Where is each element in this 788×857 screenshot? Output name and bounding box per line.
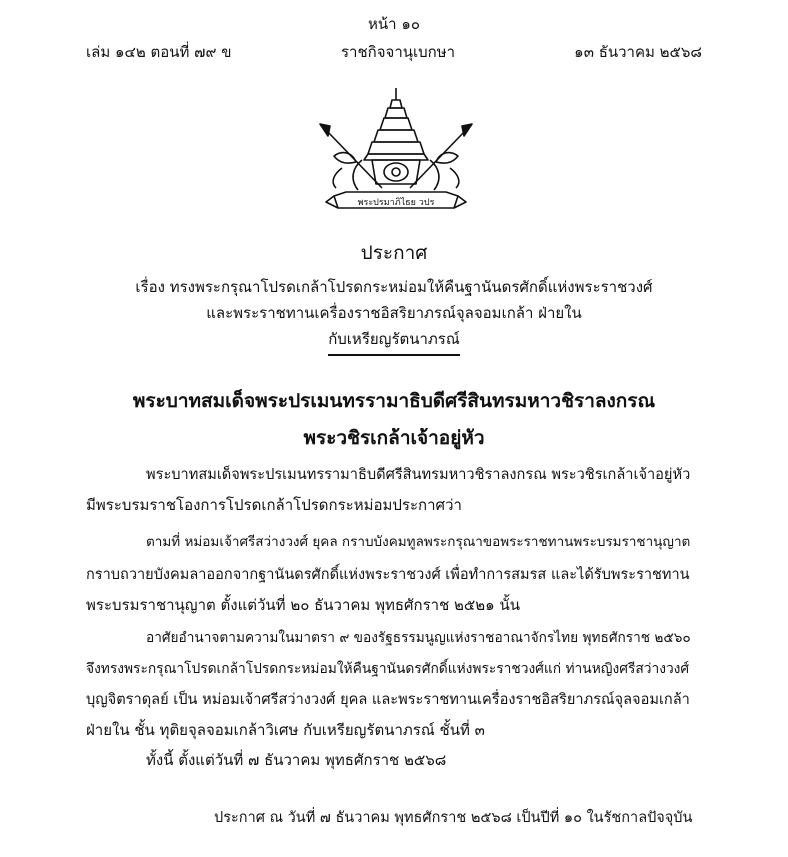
header-gazette-name: ราชกิจจานุเบกษา bbox=[341, 43, 456, 61]
paragraph-line: ทั้งนี้ ตั้งแต่วันที่ ๗ ธันวาคม พุทธศักราช ๒๕๖๘ bbox=[146, 751, 447, 769]
header-date: ๑๓ ธันวาคม ๒๕๖๘ bbox=[574, 43, 702, 61]
subject-line: กับเหรียญรัตนาภรณ์ bbox=[328, 330, 460, 348]
royal-emblem-icon bbox=[312, 84, 480, 224]
subject-line: เรื่อง ทรงพระกรุณาโปรดเกล้าโปรดกระหม่อมให้คืนฐานันดรศักดิ์แห่งพระราชวงศ์ bbox=[135, 278, 653, 296]
page-number: หน้า ๑๐ bbox=[367, 15, 420, 33]
paragraph-line: พระบาทสมเด็จพระปรเมนทรรามาธิบดีศรีสินทรมหาวชิราลงกรณ พระวชิรเกล้าเจ้าอยู่หัว bbox=[146, 466, 691, 483]
king-title-line: พระบาทสมเด็จพระปรเมนทรรามาธิบดีศรีสินทรมหาวชิราลงกรณ bbox=[132, 390, 656, 412]
paragraph-line: ตามที่ หม่อมเจ้าศรีสว่างวงศ์ ยุคล กราบบังคมทูลพระกรุณาขอพระราชทานพระบรมราชานุญาต bbox=[146, 534, 691, 550]
king-title-line: พระวชิรเกล้าเจ้าอยู่หัว bbox=[303, 427, 485, 449]
emblem-ribbon-text: พระปรมาภิไธย วปร bbox=[357, 198, 435, 208]
header-volume: เล่ม ๑๔๒ ตอนที่ ๗๙ ข bbox=[86, 43, 232, 61]
paragraph-line: ฝ่ายใน ชั้น ทุติยจุลจอมเกล้าวิเศษ กับเหรียญรัตนาภรณ์ ชั้นที่ ๓ bbox=[86, 721, 485, 739]
announcement-title: ประกาศ bbox=[360, 242, 428, 264]
paragraph-line: มีพระบรมราชโองการโปรดเกล้าโปรดกระหม่อมประกาศว่า bbox=[86, 496, 462, 514]
paragraph-line: จึงทรงพระกรุณาโปรดเกล้าโปรดกระหม่อมให้คืนฐานันดรศักดิ์แห่งพระราชวงศ์แก่ ท่านหญิงศรีสว่างวงศ์ bbox=[86, 661, 690, 677]
subject-line: และพระราชทานเครื่องราชอิสริยาภรณ์จุลจอมเกล้า ฝ่ายใน bbox=[206, 304, 582, 322]
closing-line: ประกาศ ณ วันที่ ๗ ธันวาคม พุทธศักราช ๒๕๖๘ เป็นปีที่ ๑๐ ในรัชกาลปัจจุบัน bbox=[214, 810, 693, 826]
paragraph-line: กราบถวายบังคมลาออกจากฐานันดรศักดิ์แห่งพระราชวงศ์ เพื่อทำการสมรส และได้รับพระราชทาน bbox=[86, 566, 690, 583]
paragraph-line: พระบรมราชานุญาต ตั้งแต่วันที่ ๒๐ ธันวาคม พุทธศักราช ๒๕๒๑ นั้น bbox=[86, 596, 520, 614]
divider bbox=[328, 354, 460, 356]
paragraph-line: อาศัยอำนาจตามความในมาตรา ๙ ของรัฐธรรมนูญแห่งราชอาณาจักรไทย พุทธศักราช ๒๕๖๐ bbox=[146, 630, 691, 646]
paragraph-line: บุญจิตราดุลย์ เป็น หม่อมเจ้าศรีสว่างวงศ์ ยุคล และพระราชทานเครื่องราชอิสริยาภรณ์จุลจอมเกล้า bbox=[86, 691, 690, 708]
